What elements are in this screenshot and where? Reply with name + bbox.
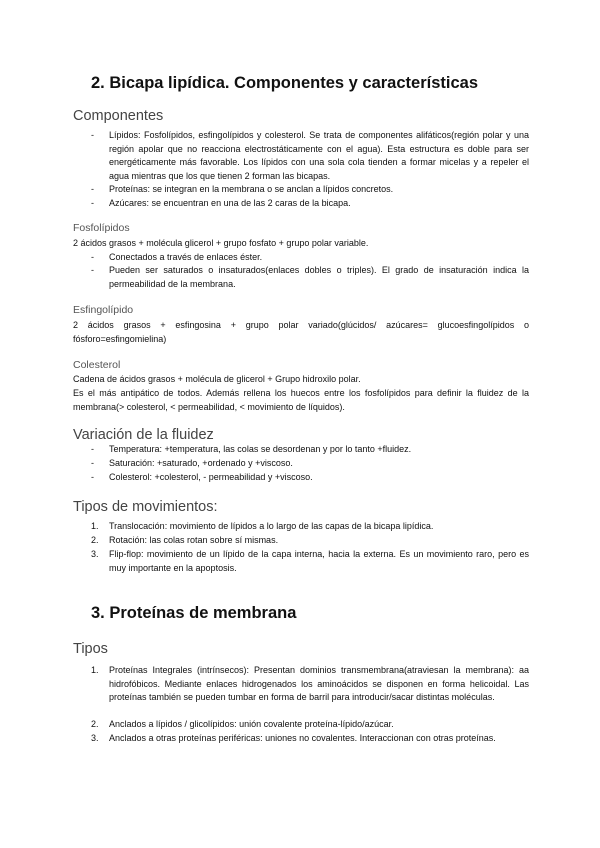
fosfolipidos-intro: 2 ácidos grasos + molécula glicerol + grupo fosfato + grupo polar variable. <box>73 238 369 248</box>
list-item-text: Translocación: movimiento de lípidos a lo largo de las capas de la bicapa lipídica. <box>109 521 434 531</box>
list-item-text: Temperatura: +temperatura, las colas se desordenan y por lo tanto +fluidez. <box>109 444 412 454</box>
list-item-text: Proteínas: se integran en la membrana o se anclan a lípidos concretos. <box>109 184 394 194</box>
list-item <box>91 548 529 575</box>
tipos-heading: Tipos <box>73 641 108 657</box>
list-item-text: Lípidos: Fosfolípidos, esfingolípidos y colesterol. Se trata de componentes alifáticos(región polar y una región apolar que no reacciona electrostáticamente con el agua). Esta estructura es doble para ser energéticamente más favorable. Los lípidos con una sola cola tienden a formar micelas y a repeler el agua mientras que los que tienen 2 forman las bicapas. <box>109 130 529 181</box>
list-item <box>91 471 529 485</box>
bullet-marker: - <box>91 265 94 275</box>
list-item <box>91 457 529 471</box>
number-marker: 3. <box>91 733 99 743</box>
list-item <box>91 251 529 265</box>
section-3-title: 3. Proteínas de membrana <box>91 604 297 622</box>
list-item <box>91 732 529 746</box>
number-marker: 2. <box>91 535 99 545</box>
list-item-text: Pueden ser saturados o insaturados(enlaces dobles o triples). El grado de insaturación indica la permeabilidad de la membrana. <box>109 265 529 289</box>
bullet-marker: - <box>91 458 94 468</box>
section-2-title: 2. Bicapa lipídica. Componentes y características <box>91 74 478 92</box>
esfingolipido-text: 2 ácidos grasos + esfingosina + grupo polar variado(glúcidos/ azúcares= glucoesfingolípidos o fósforo=esfingomielina) <box>73 320 529 344</box>
list-item-text: Saturación: +saturado, +ordenado y +viscoso. <box>109 458 293 468</box>
list-item-text: Anclados a otras proteínas periféricas: uniones no covalentes. Interaccionan con otras proteínas. <box>109 733 496 743</box>
list-item <box>91 664 529 705</box>
esfingolipido-heading: Esfingolípido <box>73 304 134 316</box>
bullet-marker: - <box>91 184 94 194</box>
colesterol-heading: Colesterol <box>73 359 121 371</box>
list-item <box>91 534 529 548</box>
list-item <box>91 520 529 534</box>
list-item <box>91 197 529 211</box>
number-marker: 1. <box>91 665 99 675</box>
list-item-text: Flip-flop: movimiento de un lípido de la capa interna, hacia la externa. Es un movimiento raro, pero es muy importante en la apoptosis. <box>109 549 529 573</box>
list-item <box>91 443 529 457</box>
bullet-marker: - <box>91 472 94 482</box>
list-item <box>91 264 529 291</box>
bullet-marker: - <box>91 198 94 208</box>
colesterol-line1: Cadena de ácidos grasos + molécula de glicerol + Grupo hidroxilo polar. <box>73 374 361 384</box>
colesterol-line2: Es el más antipático de todos. Además rellena los huecos entre los fosfolípidos para definir la fluidez de la membrana(> colesterol, < permeabilidad, < movimiento de líquidos). <box>73 388 529 412</box>
fluidez-heading: Variación de la fluidez <box>73 427 214 443</box>
number-marker: 2. <box>91 719 99 729</box>
list-item-text: Rotación: las colas rotan sobre sí mismas. <box>109 535 279 545</box>
fosfolipidos-heading: Fosfolípidos <box>73 222 130 234</box>
bullet-marker: - <box>91 444 94 454</box>
list-item-text: Azúcares: se encuentran en una de las 2 caras de la bicapa. <box>109 198 351 208</box>
list-item-text: Proteínas Integrales (intrínsecos): Presentan dominios transmembrana(atraviesan la membrana): aa hidrofóbicos. Mediante enlaces hidrogenados los aminoácidos se disponen en forma helicoidal. Las proteínas también se pueden tumbar en forma de barril para introducir/sacar distintas moléculas. <box>109 665 529 703</box>
list-item-text: Anclados a lípidos / glicolípidos: unión covalente proteína-lípido/azúcar. <box>109 719 394 729</box>
bullet-marker: - <box>91 252 94 262</box>
number-marker: 1. <box>91 521 99 531</box>
list-item <box>91 129 529 183</box>
componentes-heading: Componentes <box>73 108 164 124</box>
bullet-marker: - <box>91 130 94 140</box>
movimientos-heading: Tipos de movimientos: <box>73 499 218 515</box>
list-item <box>91 183 529 197</box>
list-item-text: Colesterol: +colesterol, - permeabilidad y +viscoso. <box>109 472 313 482</box>
list-item <box>91 718 529 732</box>
list-item-text: Conectados a través de enlaces éster. <box>109 252 263 262</box>
number-marker: 3. <box>91 549 99 559</box>
